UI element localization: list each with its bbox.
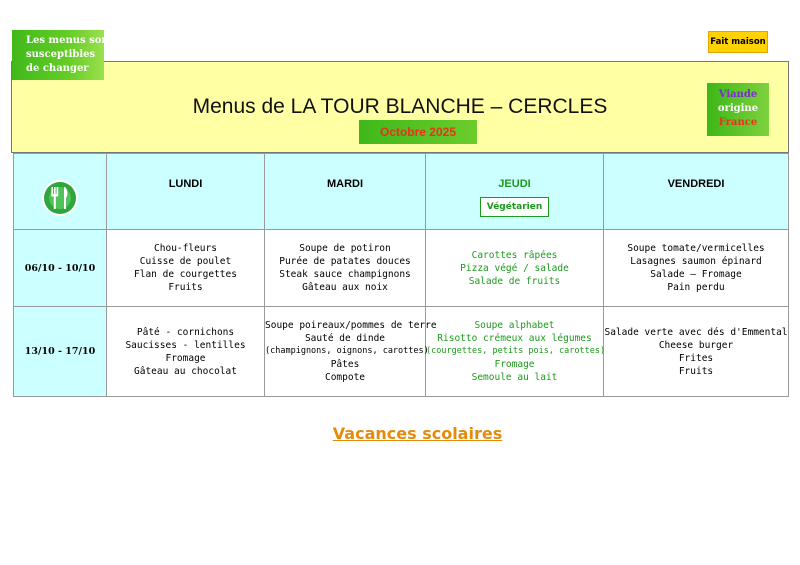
dish: Steak sauce champignons	[279, 269, 411, 280]
month-badge: Octobre 2025	[359, 120, 477, 144]
dish: Fruits	[168, 282, 203, 293]
dish: Chou-fleurs	[154, 243, 217, 254]
dish: Soupe alphabet	[474, 320, 555, 331]
france-line: France	[718, 117, 758, 128]
dish: Gâteau aux noix	[302, 282, 388, 293]
fork-knife-icon	[40, 178, 80, 218]
dish: Purée de patates douces	[279, 256, 411, 267]
header-mardi: MARDI	[265, 154, 426, 230]
dish: Compote	[324, 372, 366, 383]
dish: Fromage	[165, 352, 206, 364]
menu-cell-mardi	[265, 307, 437, 397]
dish: Gâteau au chocolat	[134, 365, 237, 377]
dish: Flan de courgettes	[134, 269, 237, 280]
header-vendredi: VENDREDI	[604, 154, 789, 230]
dish: Fromage	[494, 359, 535, 370]
dish: Carottes râpées	[471, 249, 558, 261]
dish: Pâtes	[330, 359, 360, 370]
fait-maison-badge: Fait maison	[708, 31, 768, 53]
dish: Semoule au lait	[471, 372, 558, 383]
dish: Sauté de dinde	[304, 333, 386, 344]
menu-cell-vendredi	[604, 230, 789, 307]
header-jeudi	[426, 154, 604, 230]
header-jeudi-label: JEUDI	[498, 178, 531, 190]
menu-cell-lundi	[107, 307, 265, 397]
dish: Frites	[678, 352, 714, 364]
dish-detail: (courgettes, petits pois, carottes)	[426, 346, 606, 356]
dish: Pain perdu	[667, 282, 725, 293]
viande-line: Viande	[718, 89, 758, 100]
table-row	[14, 230, 789, 307]
dish: Risotto crémeux aux légumes	[437, 333, 592, 344]
dish: Soupe de potiron	[299, 243, 391, 254]
vacances-scolaires-link[interactable]: Vacances scolaires	[332, 424, 503, 443]
dish: Salade verte avec dés d'Emmental	[604, 326, 788, 338]
menu-cell-jeudi	[426, 307, 604, 397]
dish: Soupe tomate/vermicelles	[627, 243, 765, 254]
menu-change-notice	[12, 30, 114, 80]
dish: Salade – Fromage	[650, 269, 742, 280]
menu-cell-jeudi	[426, 230, 604, 307]
dish: Salade de fruits	[468, 275, 561, 287]
table-row	[14, 307, 789, 397]
menu-table	[13, 153, 789, 397]
notice-line: Les menus sont	[26, 35, 114, 46]
menu-cell-lundi	[107, 230, 265, 307]
dish: Pâté - cornichons	[136, 326, 235, 338]
dish: Fruits	[678, 365, 714, 377]
dish: Cuisse de poulet	[139, 256, 232, 267]
table-header-row	[14, 154, 789, 230]
dish: Soupe poireaux/pommes de terre	[265, 320, 437, 331]
notice-line: susceptibles	[26, 49, 96, 60]
origine-line: origine	[717, 103, 759, 114]
viande-origine-badge	[707, 83, 769, 136]
dish: Pizza végé / salade	[460, 262, 569, 274]
dish: Saucisses - lentilles	[125, 339, 246, 351]
dish-detail: (champignons, oignons, carottes)	[265, 346, 429, 356]
icon-cell	[14, 154, 107, 230]
menu-cell-vendredi	[604, 307, 789, 397]
week-label: 06/10 - 10/10	[14, 230, 107, 307]
header-lundi: LUNDI	[107, 154, 265, 230]
menu-cell-mardi	[265, 230, 426, 307]
page-title: Menus de LA TOUR BLANCHE – CERCLES	[192, 95, 608, 118]
dish: Cheese burger	[658, 339, 734, 351]
week-label: 13/10 - 17/10	[14, 307, 107, 397]
dish: Lasagnes saumon épinard	[630, 256, 762, 267]
vegetarien-badge: Végétarien	[480, 197, 550, 217]
notice-line: de changer	[26, 63, 89, 74]
